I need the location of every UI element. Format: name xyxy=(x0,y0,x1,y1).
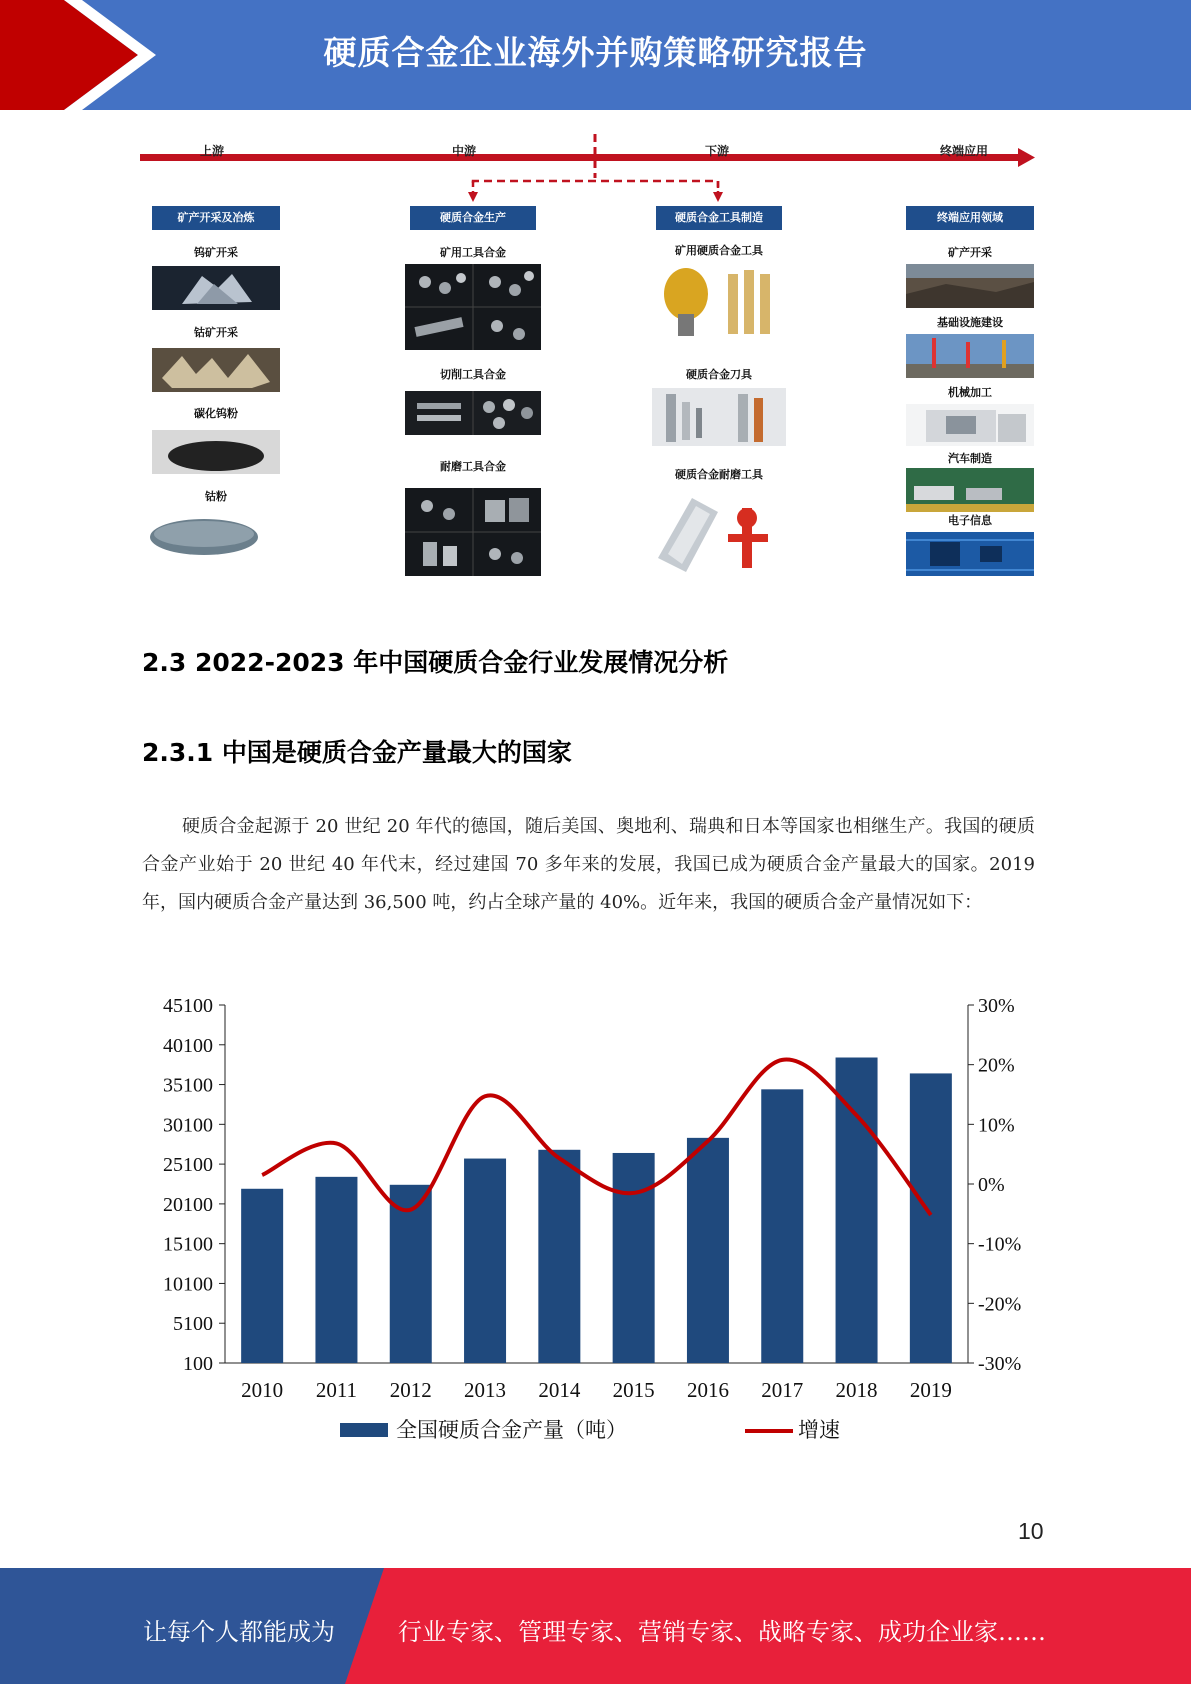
column-title-tools: 硬质合金工具制造 xyxy=(656,206,782,230)
item-label: 汽车制造 xyxy=(948,452,992,465)
wear-resistant-alloy-image xyxy=(405,488,541,576)
item-label: 矿用工具合金 xyxy=(440,246,506,259)
y-left-tick-label: 15100 xyxy=(163,1233,213,1256)
y-left-tick-label: 25100 xyxy=(163,1154,213,1177)
wear-tools-image xyxy=(652,488,786,576)
section-heading: 2.3 2022-2023 年中国硬质合金行业发展情况分析 xyxy=(142,648,729,677)
x-tick-label: 2010 xyxy=(241,1378,284,1402)
mining-site-image xyxy=(906,264,1034,308)
y-right-tick-label: 0% xyxy=(978,1174,1005,1196)
x-tick-label: 2012 xyxy=(389,1378,432,1402)
x-tick-label: 2014 xyxy=(538,1378,581,1402)
item-label: 碳化钨粉 xyxy=(194,407,238,420)
column-title-end-use: 终端应用领域 xyxy=(906,206,1034,230)
paragraph-text: 硬质合金起源于 20 世纪 20 年代的德国，随后美国、奥地利、瑞典和日本等国家也相继生产。我国的硬质合金产业始于 20 世纪 40 年代末，经过建国 70 多年来的发展，我国已成为硬质合金产量最大的国家。2019 年，国内硬质合金产量达到 36,500 吨，约占全球产量的 40%。近年来，我国的硬质合金产量情况如下： xyxy=(142,816,1035,913)
item-label: 钴粉 xyxy=(205,490,227,503)
y-left-tick-label: 10100 xyxy=(163,1273,213,1296)
item-label: 矿用硬质合金工具 xyxy=(675,244,763,257)
automotive-image xyxy=(906,468,1034,512)
legend-bar-swatch xyxy=(340,1423,388,1437)
item-label: 硬质合金刀具 xyxy=(686,368,752,381)
stage-midstream: 中游 xyxy=(452,144,477,158)
column-title-upstream: 矿产开采及冶炼 xyxy=(152,206,280,230)
stage-end-use: 终端应用 xyxy=(940,144,989,158)
tungsten-carbide-powder-image xyxy=(152,430,280,474)
body-paragraph xyxy=(142,808,1035,922)
y-left-tick-label: 45100 xyxy=(163,995,213,1017)
y-right-tick-label: -30% xyxy=(978,1353,1022,1375)
bar xyxy=(613,1153,655,1363)
subsection-heading: 2.3.1 中国是硬质合金产量最大的国家 xyxy=(142,738,572,767)
item-label: 机械加工 xyxy=(948,386,992,399)
x-tick-label: 2017 xyxy=(761,1378,804,1402)
y-right-tick-label: -10% xyxy=(978,1233,1022,1256)
growth-line xyxy=(262,1060,931,1216)
y-left-tick-label: 20100 xyxy=(163,1193,213,1216)
x-tick-label: 2016 xyxy=(686,1378,729,1402)
legend-bar-label: 全国硬质合金产量（吨） xyxy=(396,1418,627,1442)
x-tick-label: 2013 xyxy=(464,1378,507,1402)
y-left-tick-label: 35100 xyxy=(163,1074,213,1097)
x-tick-label: 2019 xyxy=(909,1378,952,1402)
x-tick-label: 2018 xyxy=(835,1378,878,1402)
bar xyxy=(241,1189,283,1363)
footer-slogan-right: 行业专家、管理专家、营销专家、战略专家、成功企业家…… xyxy=(398,1618,1046,1646)
tungsten-ore-image xyxy=(152,266,280,310)
bar xyxy=(464,1159,506,1363)
bar xyxy=(687,1138,729,1363)
cutting-tools-image xyxy=(652,388,786,446)
y-left-tick-label: 100 xyxy=(183,1353,213,1375)
y-right-tick-label: 10% xyxy=(978,1114,1015,1137)
item-label: 钴矿开采 xyxy=(194,326,238,339)
cobalt-powder-image xyxy=(148,512,260,558)
cutting-alloy-image xyxy=(405,391,541,435)
report-title: 硬质合金企业海外并购策略研究报告 xyxy=(323,33,868,72)
bar xyxy=(910,1073,952,1363)
machining-image xyxy=(906,404,1034,446)
bar xyxy=(315,1177,357,1363)
legend-line-label: 增速 xyxy=(798,1418,840,1442)
industry-chain-diagram xyxy=(130,128,1050,588)
mining-tools-image xyxy=(656,264,786,350)
item-label: 切削工具合金 xyxy=(440,368,506,381)
footer-slogan-left: 让每个人都能成为 xyxy=(143,1618,335,1646)
page-number: 10 xyxy=(1018,1518,1044,1544)
page-header xyxy=(0,0,1191,110)
stage-downstream: 下游 xyxy=(705,144,730,158)
x-tick-label: 2015 xyxy=(612,1378,655,1402)
bar xyxy=(538,1150,580,1363)
cobalt-ore-image xyxy=(152,348,280,392)
item-label: 耐磨工具合金 xyxy=(440,460,506,473)
y-left-tick-label: 30100 xyxy=(163,1114,213,1137)
y-right-tick-label: 20% xyxy=(978,1054,1015,1077)
item-label: 矿产开采 xyxy=(948,246,992,259)
item-label: 基础设施建设 xyxy=(937,316,1003,329)
stage-upstream: 上游 xyxy=(200,144,225,158)
item-label: 钨矿开采 xyxy=(194,246,238,259)
y-left-tick-label: 5100 xyxy=(173,1313,213,1336)
bar xyxy=(761,1089,803,1363)
column-title-production: 硬质合金生产 xyxy=(410,206,536,230)
y-left-tick-label: 40100 xyxy=(163,1034,213,1057)
electronics-image xyxy=(906,532,1034,576)
bar xyxy=(836,1058,878,1363)
item-label: 硬质合金耐磨工具 xyxy=(675,468,763,481)
y-right-tick-label: -20% xyxy=(978,1293,1022,1316)
mining-alloy-image xyxy=(405,264,541,350)
infrastructure-image xyxy=(906,334,1034,378)
production-chart xyxy=(130,985,1060,1455)
y-right-tick-label: 30% xyxy=(978,995,1015,1017)
item-label: 电子信息 xyxy=(948,514,992,527)
x-tick-label: 2011 xyxy=(315,1378,358,1402)
